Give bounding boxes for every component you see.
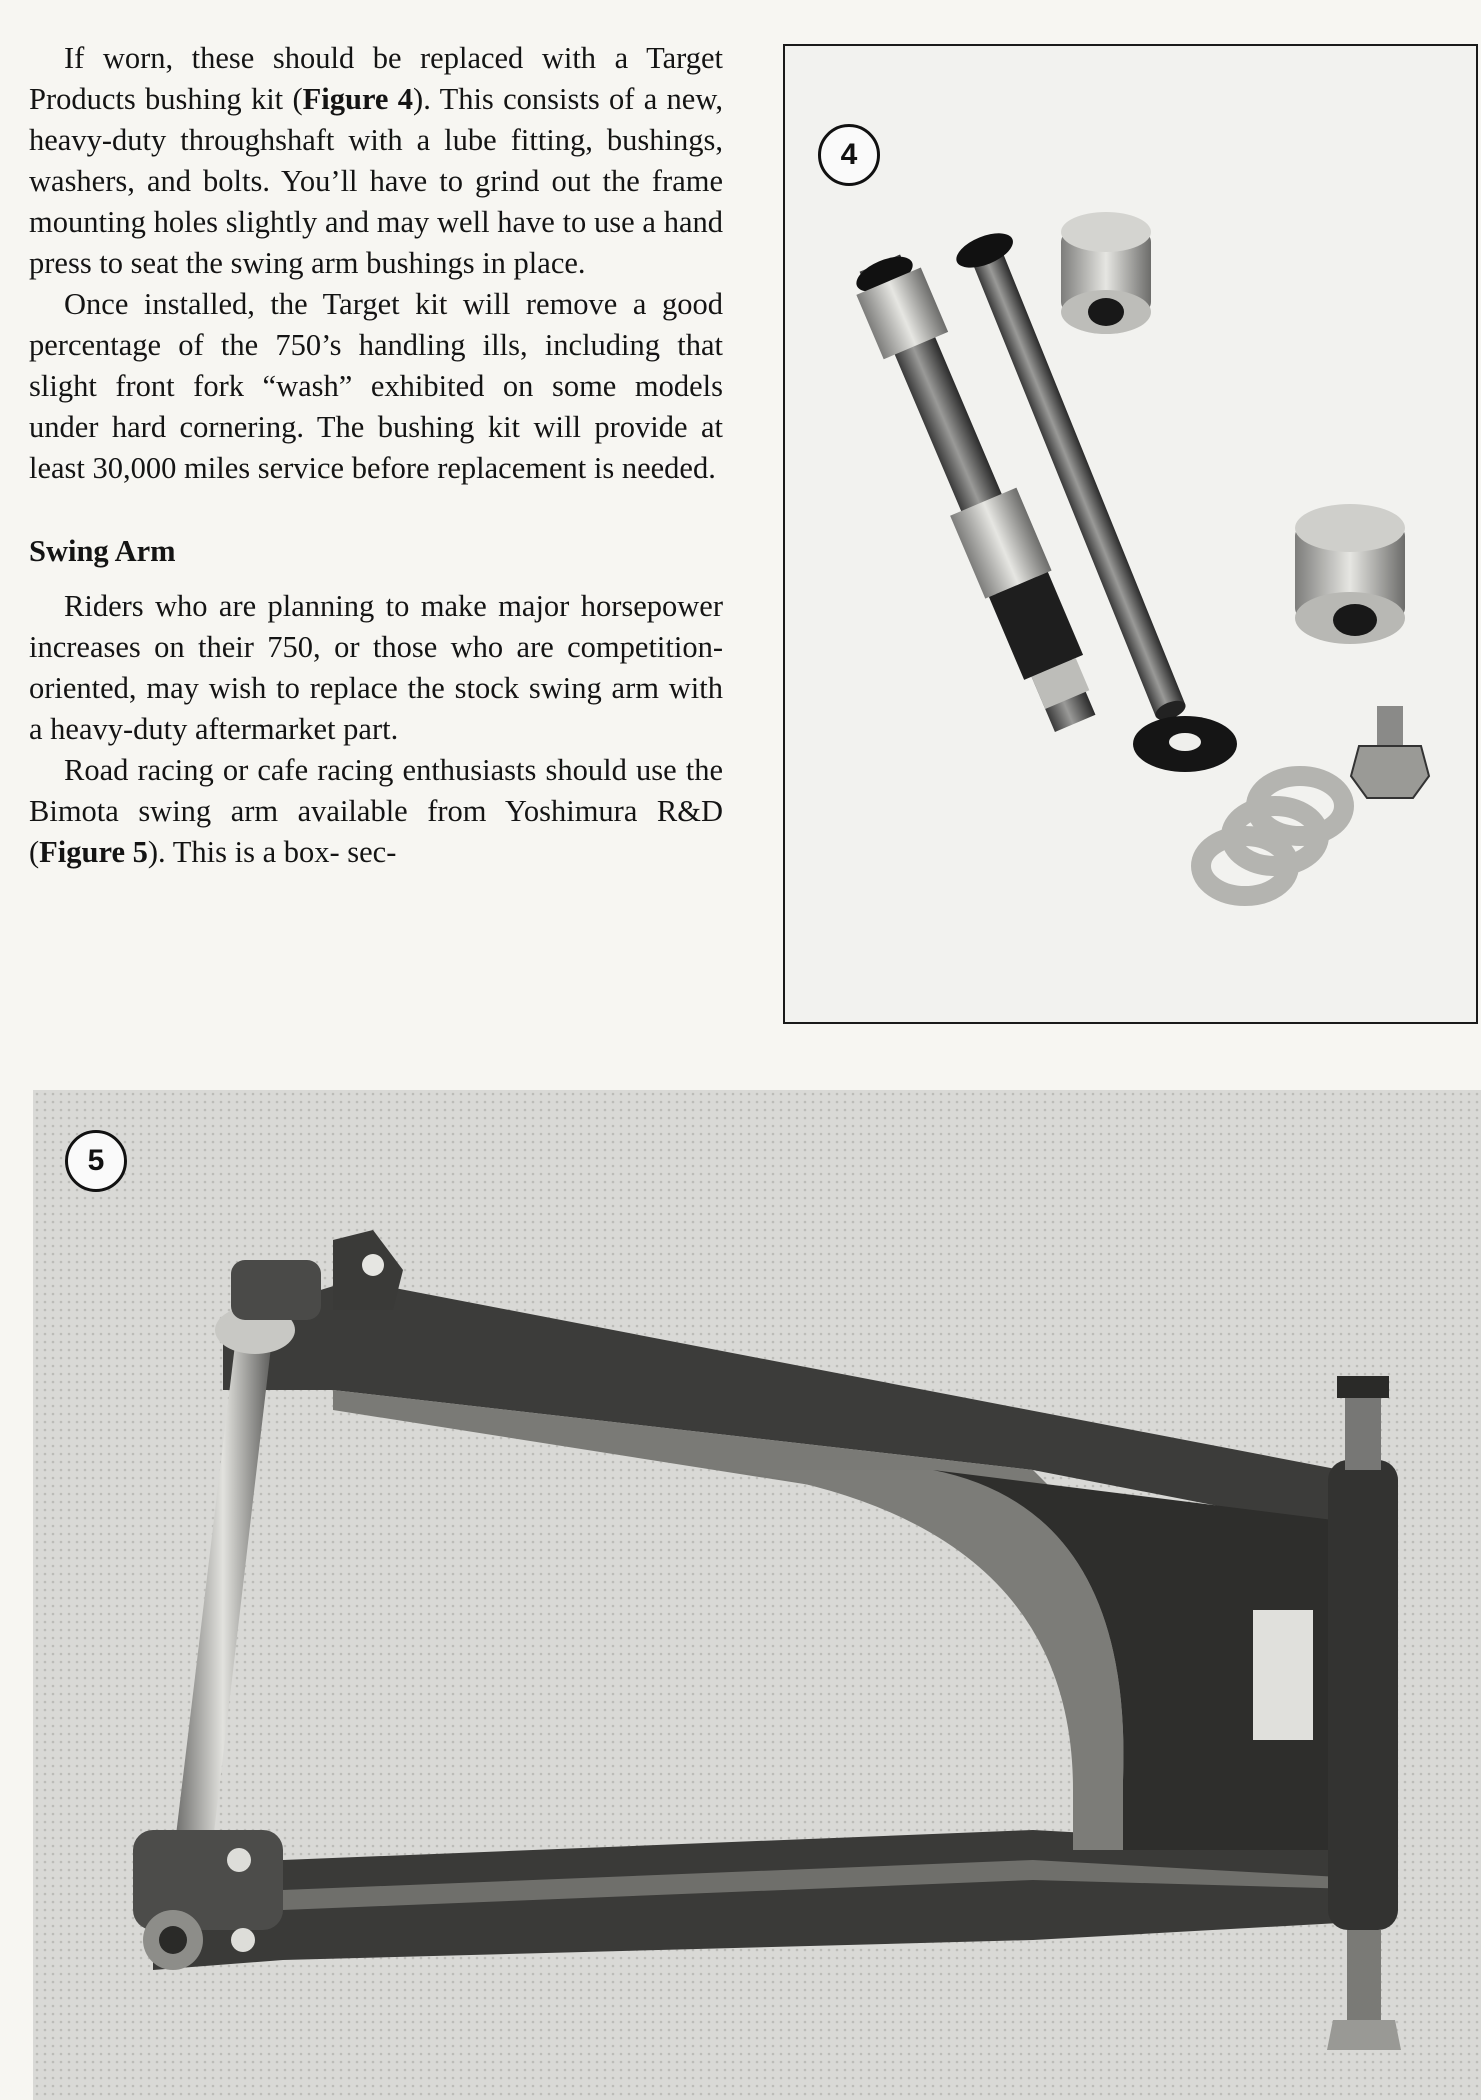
- yoke-window: [1253, 1610, 1313, 1740]
- figure-5-number-badge: 5: [65, 1130, 127, 1192]
- bushing-kit-illustration: [785, 46, 1478, 1024]
- figure-5-reference: Figure 5: [39, 835, 148, 869]
- figure-4-bushing-kit-photo: [783, 44, 1478, 1024]
- bushing-top: [1061, 212, 1151, 334]
- section-heading: Swing Arm: [29, 534, 176, 568]
- flat-washers: [1201, 776, 1344, 896]
- paragraph-2: Once installed, the Target kit will remove a good percentage of the 750’s handling ills, including that slight front fork “wash” exhibited on some models under hard cornering. The bushing kit will provide at least 30,000 miles service before replacement is needed.: [29, 287, 723, 485]
- paragraph-4: Road racing or cafe racing enthusiasts should use the Bimota swing arm available from Yoshimura R&D (Figure 5). This is a box- sec-: [29, 753, 723, 869]
- article-text-column: [29, 38, 723, 873]
- figure-4-number-badge: 4: [818, 124, 880, 186]
- lube-fitting: [1351, 706, 1429, 798]
- figure-4-reference: Figure 4: [302, 82, 414, 116]
- swing-arm-illustration: [33, 1090, 1481, 2100]
- figure-5-swing-arm-photo: [33, 1090, 1481, 2100]
- pivot-tube: [1328, 1460, 1398, 1930]
- paragraph-3: Riders who are planning to make major horsepower increases on their 750, or those who are competition-oriented, may wish to replace the stock swing arm with a heavy-duty aftermarket part.: [29, 589, 723, 746]
- paragraph-1: If worn, these should be replaced with a Target Products bushing kit (Figure 4). This consists of a new, heavy-duty throughshaft with a lube fitting, bushings, washers, and bolts. You’ll have to grind out the frame mounting holes slightly and may well have to use a hand press to seat the swing arm bushings in place.: [29, 41, 724, 280]
- bushing-right: [1295, 504, 1405, 644]
